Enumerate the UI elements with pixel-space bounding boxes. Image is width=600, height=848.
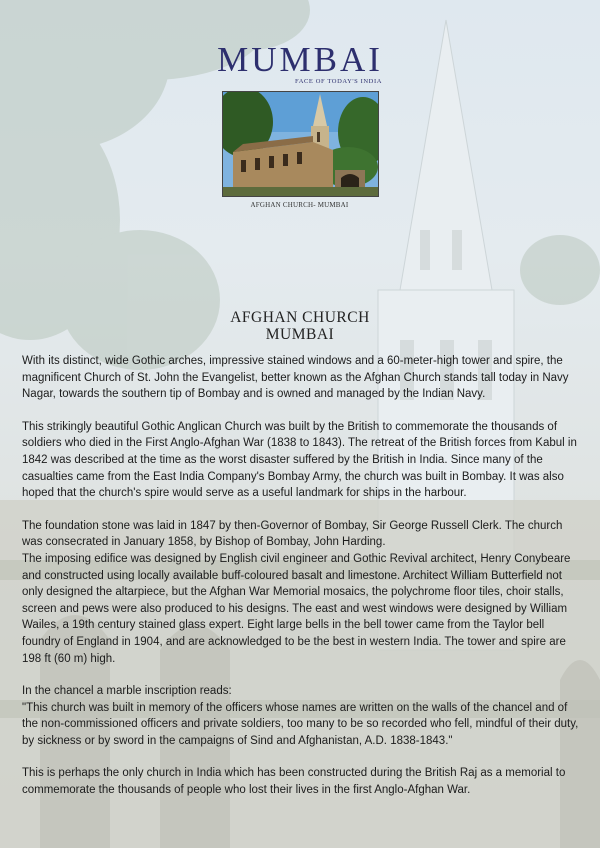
photo-caption: AFGHAN CHURCH- MUMBAI — [250, 201, 349, 209]
church-photo — [222, 91, 379, 197]
heading-line-2: MUMBAI — [265, 326, 335, 343]
heading-line-1: AFGHAN CHURCH — [230, 309, 370, 326]
article-heading — [150, 309, 450, 343]
paragraph-inscription-intro: In the chancel a marble inscription reads: — [22, 685, 232, 698]
article-body — [22, 353, 582, 799]
afghan-church-photo-illustration — [223, 92, 378, 196]
paragraph-history: This strikingly beautiful Gothic Anglican Church was built by the British to commemorate the thousands of soldiers who died in the First Anglo-Afghan War (1838 to 1843). The retreat of the British forces from Kabul in 1842 was described at the time as the worst disaster suffered by the British in India. Since many of the casualties came from the East India Company's Bombay Army, the church was built in Bombay. It was also hoped that the church's spire would serve as a useful landmark for ships in the harbour. — [22, 420, 577, 500]
paragraph-intro: With its distinct, wide Gothic arches, impressive stained windows and a 60-meter-high tower and spire, the magnificent Church of St. John the Evangelist, better known as the Afghan Church stands tall today in Navy Nagar, towards the southern tip of Bombay and is owned and managed by the Indian Navy. — [22, 355, 569, 401]
masthead-title: MUMBAI — [217, 40, 383, 79]
paragraph-inscription-quote: "This church was built in memory of the officers whose names are written on the walls of the chancel and of the non-commissioned officers and private soldiers, too many to be so recorded who fell, mindful of their duty, by sickness or by sword in the campaigns of Sind and Afghanistan, A.D. 1838-1843." — [22, 701, 579, 747]
paragraph-foundation: The foundation stone was laid in 1847 by then-Governor of Bombay, Sir George Russell Clerk. The church was consecrated in January 1858, by Bishop of Bombay, John Harding. — [22, 519, 563, 549]
paragraph-conclusion: This is perhaps the only church in India which has been constructed during the British Raj as a memorial to commemorate the thousands of people who lost their lives in the first Anglo-Afghan War. — [22, 767, 566, 797]
masthead-tagline: FACE OF TODAY'S INDIA — [294, 78, 382, 85]
paragraph-architecture: The imposing edifice was designed by English civil engineer and Gothic Revival architect, Henry Conybeare and constructed using locally available buff-coloured basalt and limestone. Architect William Butterfield not only designed the altarpiece, but the Afghan War Memorial mosaics, the polychrome floor tiles, choir stalls, screen and pews were also produced to his designs. The east and west windows were designed by William Wailes, a 19th century stained glass expert. Eight large bells in the bell tower came from the Taylor bell foundry of England in 1904, and are acknowledged to be the best in western India. The tower and spire are 198 ft (60 m) high. — [22, 552, 571, 665]
masthead — [212, 42, 388, 85]
